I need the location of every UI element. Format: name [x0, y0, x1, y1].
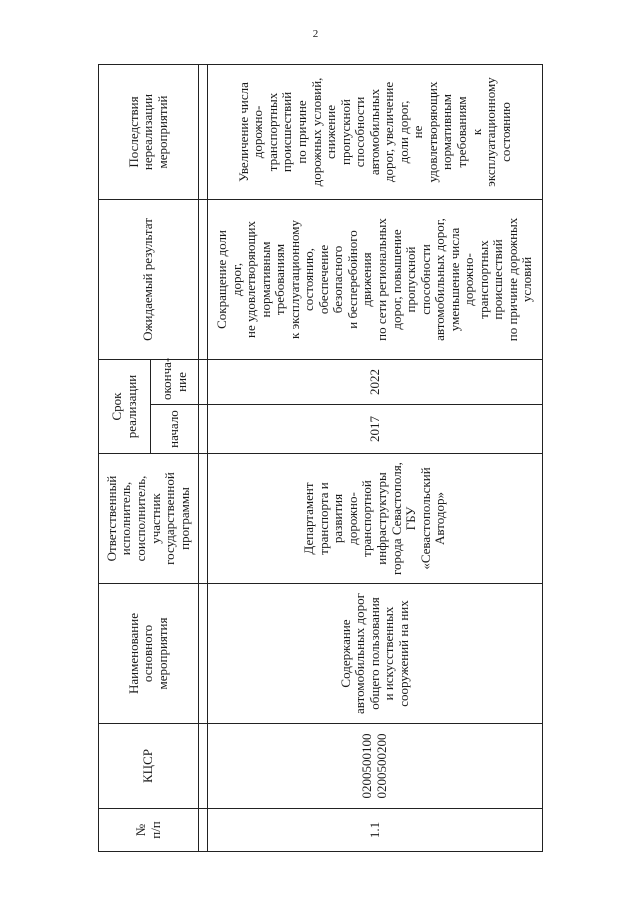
header-end: оконча- ние — [151, 359, 199, 404]
spacer-cell — [199, 454, 208, 584]
cell-kcsr: 0200500100 0200500200 — [208, 724, 543, 809]
page-number: 2 — [312, 28, 319, 40]
header-consequences: Последствия нереализации мероприятий — [99, 64, 199, 199]
header-number: № п/п — [99, 809, 199, 852]
cell-expected-result: Сокращение доли дорог, не удовлетворяющих нормативным требованиям к эксплуатационному состоянию, обеспечение безопасного и бесперебойного движения по сети региональных дорог, повышение пропускной способности автомобильных дорог, уменьшение числа дорожно- транспортных происшествий по причине дорожных условий — [208, 199, 543, 359]
header-period: Срок реализации — [99, 359, 151, 453]
header-kcsr: КЦСР — [99, 724, 199, 809]
table-row — [208, 64, 543, 851]
cell-consequences: Увеличение числа дорожно- транспортных происшествий по причине дорожных условий, снижение пропускной способности автомобильных дорог, увеличение доли дорог, не удовлетворяющих нормативным требованиям к эксплуатационному состоянию — [208, 64, 543, 199]
spacer-cell — [199, 359, 208, 404]
spacer-cell — [199, 809, 208, 852]
cell-end: 2022 — [208, 359, 543, 404]
spacer-cell — [199, 724, 208, 809]
header-measure-name: Наименование основного мероприятия — [99, 584, 199, 724]
header-start: начало — [151, 405, 199, 454]
cell-number: 1.1 — [208, 809, 543, 852]
spacer-cell — [199, 64, 208, 199]
rotated-table-container — [98, 65, 543, 852]
header-expected-result: Ожидаемый результат — [99, 199, 199, 359]
header-responsible: Ответственный исполнитель, соисполнитель, участник государственной программы — [99, 454, 199, 584]
spacer-cell — [199, 584, 208, 724]
spacer-cell — [199, 405, 208, 454]
cell-start: 2017 — [208, 405, 543, 454]
cell-measure-name: Содержание автомобильных дорог общего пользования и искусственных сооружений на них — [208, 584, 543, 724]
cell-responsible: Департамент транспорта и развития дорожно- транспортной инфраструктуры города Севастополя, ГБУ «Севастопольский Автодор» — [208, 454, 543, 584]
spacer-cell — [199, 199, 208, 359]
program-measures-table — [98, 64, 543, 852]
